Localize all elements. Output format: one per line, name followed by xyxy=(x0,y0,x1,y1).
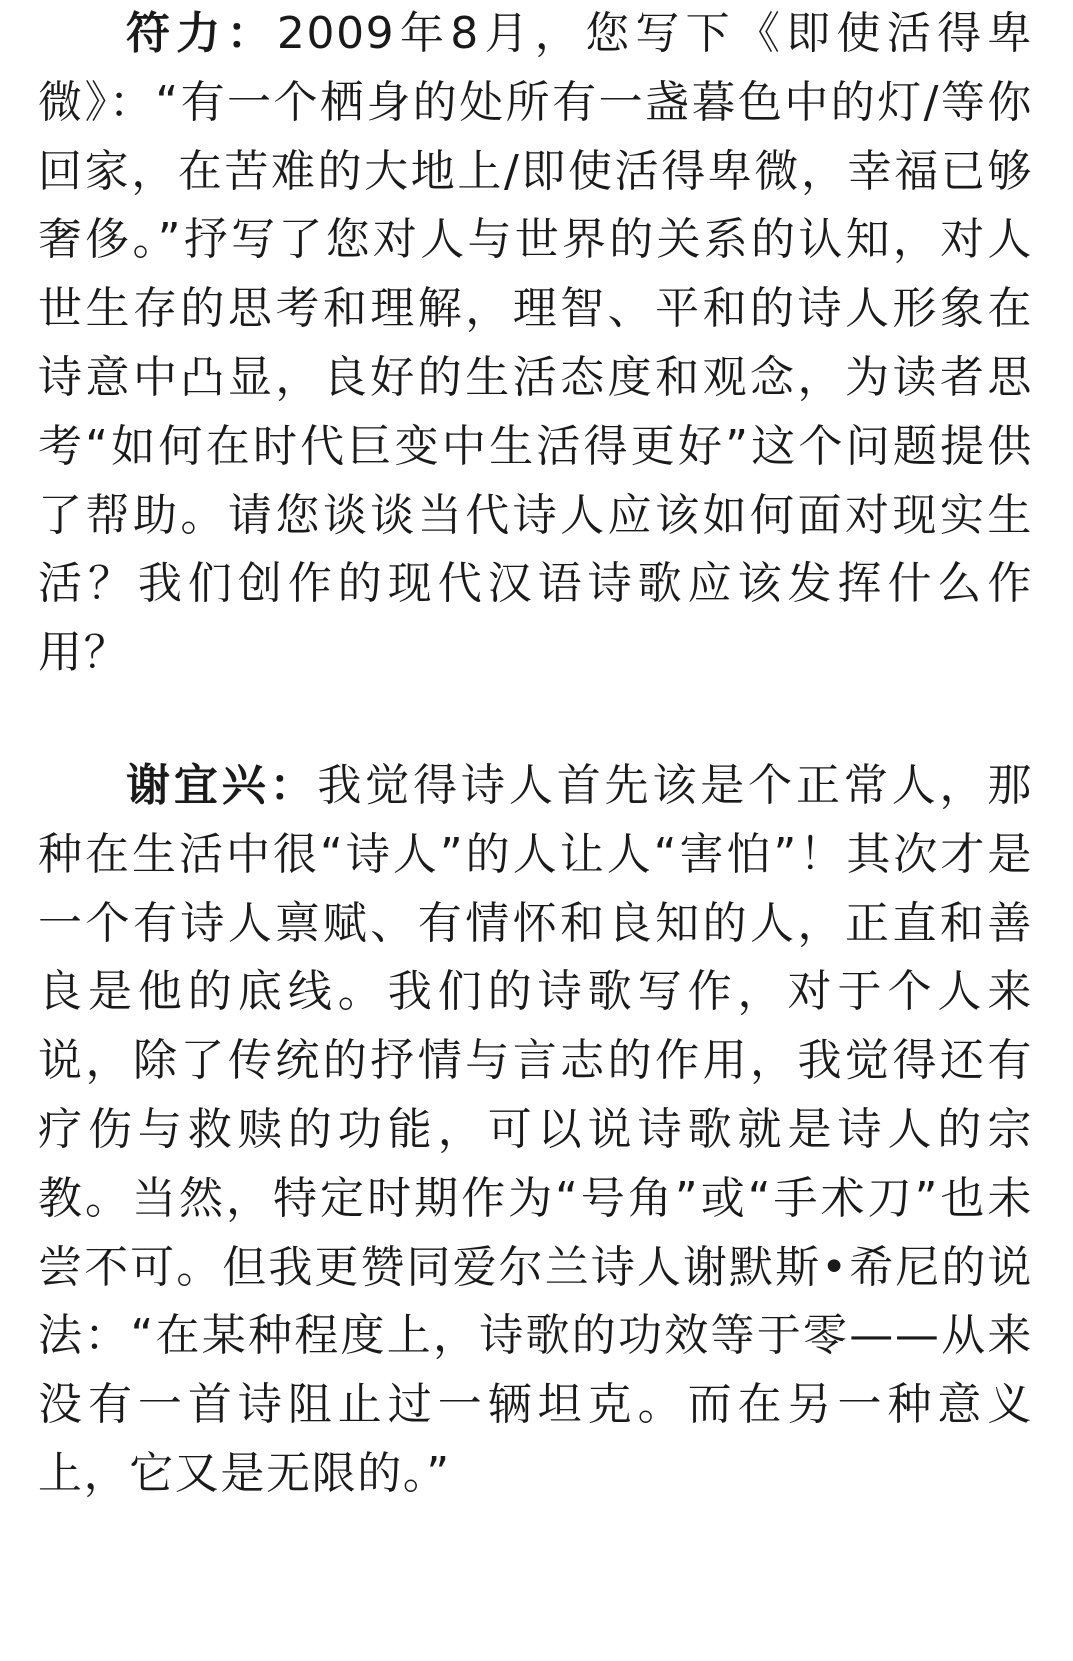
interview-question-paragraph xyxy=(38,0,1033,688)
speaker-name: 符力： xyxy=(126,8,277,59)
paragraph-text: 2009年8月，您写下《即使活得卑微》：“有一个栖身的处所有一盏暮色中的灯/等你回家，在苦难的大地上/即使活得卑微，幸福已够奢侈。”抒写了您对人与世界的关系的认知，对人世生存的思考和理解，理智、平和的诗人形象在诗意中凸显，良好的生活态度和观念，为读者思考“如何在时代巨变中生活得更好”这个问题提供了帮助。请您谈谈当代诗人应该如何面对现实生活？我们创作的现代汉语诗歌应该发挥什么作用？ xyxy=(38,8,1033,679)
interview-answer-paragraph xyxy=(38,752,1033,1509)
speaker-name: 谢宜兴： xyxy=(126,759,318,811)
paragraph-text: 我觉得诗人首先该是个正常人，那种在生活中很“诗人”的人让人“害怕”！其次才是一个有诗人禀赋、有情怀和良知的人，正直和善良是他的底线。我们的诗歌写作，对于个人来说，除了传统的抒情与言志的作用，我觉得还有疗伤与救赎的功能，可以说诗歌就是诗人的宗教。当然，特定时期作为“号角”或“手术刀”也未尝不可。但我更赞同爱尔兰诗人谢默斯•希尼的说法：“在某种程度上，诗歌的功效等于零——从来没有一首诗阻止过一辆坦克。而在另一种意义上，它又是无限的。” xyxy=(38,759,1033,1499)
